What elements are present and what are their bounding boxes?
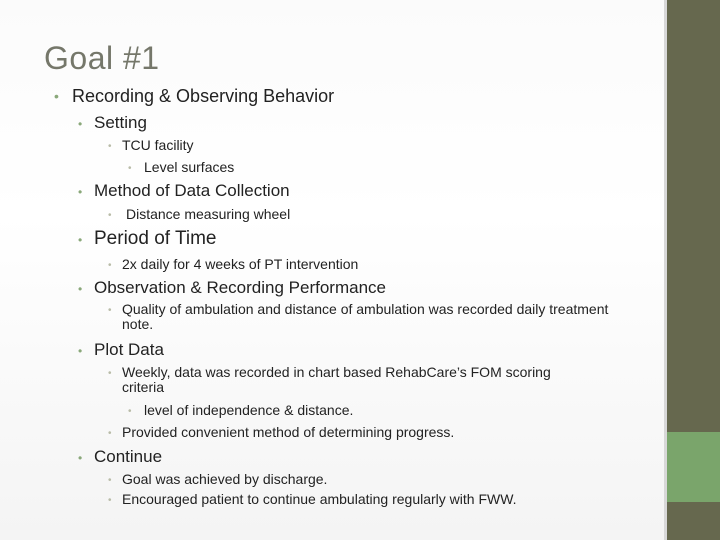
bullet-level2: Method of Data Collection <box>94 181 290 200</box>
bullet-level3: 2x daily for 4 weeks of PT intervention <box>122 256 359 272</box>
bullet-icon: • <box>108 210 112 221</box>
bullet-icon: • <box>128 406 132 417</box>
right-sidebar-accent <box>667 432 720 502</box>
bullet-level3: Quality of ambulation and distance of ambulation was recorded daily treatment note. <box>122 301 609 332</box>
bullet-level1: Recording & Observing Behavior <box>72 86 335 106</box>
bullet-level2: Observation & Recording Performance <box>94 278 386 297</box>
bullet-icon: • <box>108 260 112 271</box>
bullet-icon: • <box>78 117 83 131</box>
bullet-level3: Weekly, data was recorded in chart based RehabCare’s FOM scoring criteria <box>122 364 551 395</box>
bullet-icon: • <box>108 428 112 439</box>
bullet-level3: Encouraged patient to continue ambulating regularly with FWW. <box>122 491 517 507</box>
bullet-icon: • <box>108 368 112 379</box>
bullet-icon: • <box>108 305 112 316</box>
bullet-level2: Plot Data <box>94 340 164 359</box>
bullet-level3: Distance measuring wheel <box>126 206 291 222</box>
bullet-level4: level of independence & distance. <box>144 402 354 418</box>
bullet-icon: • <box>54 88 59 104</box>
bullet-icon: • <box>128 163 132 174</box>
bullet-level4: Level surfaces <box>144 159 235 175</box>
bullet-level3: Provided convenient method of determining progress. <box>122 424 455 440</box>
bullet-level3: TCU facility <box>122 137 194 153</box>
bullet-level2: Setting <box>94 113 147 132</box>
bullet-icon: • <box>78 344 83 358</box>
bullet-icon: • <box>108 141 112 152</box>
bullet-icon: • <box>78 451 83 465</box>
bullet-icon: • <box>78 233 83 247</box>
bullet-level2: Period of Time <box>94 228 217 249</box>
bullet-icon: • <box>108 475 112 486</box>
bullet-icon: • <box>78 185 83 199</box>
bullet-level2: Continue <box>94 447 163 466</box>
slide-title: Goal #1 <box>44 40 160 76</box>
bullet-level3: Goal was achieved by discharge. <box>122 471 328 487</box>
bullet-icon: • <box>108 495 112 506</box>
bullet-icon: • <box>78 282 83 296</box>
